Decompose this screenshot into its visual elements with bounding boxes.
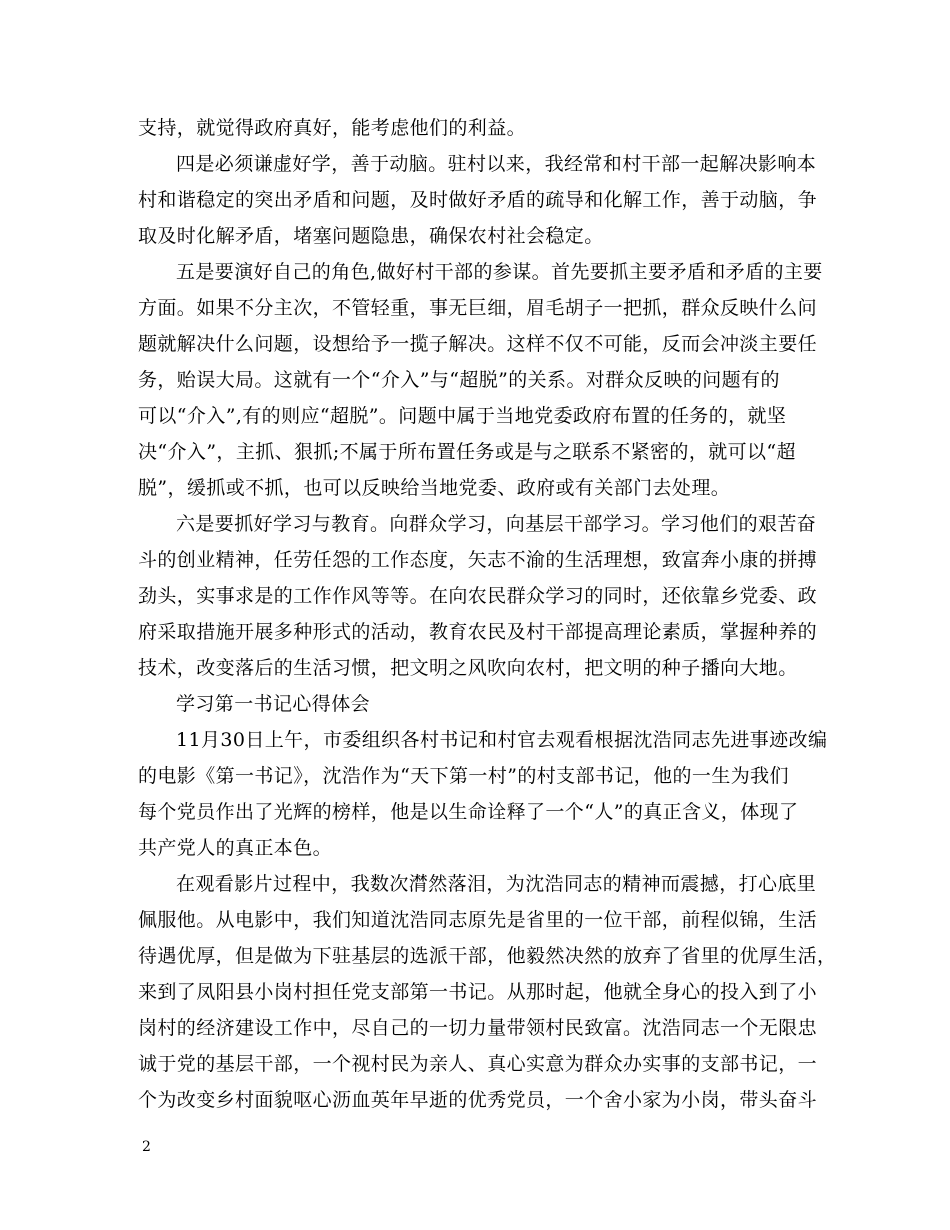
text-line-16: 技术，改变落后的生活习惯，把文明之风吹向农村，把文明的种子播向大地。 <box>138 657 798 679</box>
text-line-3: 村和谐稳定的突出矛盾和问题，及时做好矛盾的疏导和化解工作，善于动脑，争 <box>138 189 818 211</box>
text-line-23: 佩服他。从电影中，我们知道沈浩同志原先是省里的一位干部，前程似锦，生活 <box>138 909 818 931</box>
text-line-10: 决“介入”，主抓、狠抓;不属于所布置任务或是与之联系不紧密的，就可以“超 <box>138 441 796 463</box>
text-line-8: 务，贻误大局。这就有一个“介入”与“超脱”的关系。对群众反映的问题有的 <box>138 369 780 391</box>
text-line-2: 四是必须谦虚好学，善于动脑。驻村以来，我经常和村干部一起解决影响本 <box>176 153 817 175</box>
text-line-6: 方面。如果不分主次，不管轻重，事无巨细，眉毛胡子一把抓，群众反映什么问 <box>138 297 818 319</box>
page-number: 2 <box>142 1139 151 1155</box>
text-line-9: 可以“介入”,有的则应“超脱”。问题中属于当地党委政府布置的任务的，就坚 <box>138 405 787 427</box>
text-line-18: 11月30日上午，市委组织各村书记和村官去观看根据沈浩同志先进事迹改编 <box>176 729 828 751</box>
text-line-5: 五是要演好自己的角色,做好村干部的参谋。首先要抓主要矛盾和矛盾的主要 <box>176 261 823 283</box>
text-line-12: 六是要抓好学习与教育。向群众学习，向基层干部学习。学习他们的艰苦奋 <box>176 513 817 535</box>
text-line-20: 每个党员作出了光辉的榜样，他是以生命诠释了一个“人”的真正含义，体现了 <box>138 801 799 823</box>
text-line-11: 脱”，缓抓或不抓，也可以反映给当地党委、政府或有关部门去处理。 <box>138 477 731 499</box>
text-line-13: 斗的创业精神，任劳任怨的工作态度，矢志不渝的生活理想，致富奔小康的拼搏 <box>138 549 818 571</box>
text-line-4: 取及时化解矛盾，堵塞问题隐患，确保农村社会稳定。 <box>138 225 604 247</box>
text-line-26: 岗村的经济建设工作中，尽自己的一切力量带领村民致富。沈浩同志一个无限忠 <box>138 1017 818 1039</box>
section-heading: 学习第一书记心得体会 <box>176 693 371 715</box>
text-line-22: 在观看影片过程中，我数次潸然落泪，为沈浩同志的精神而震撼，打心底里 <box>176 873 817 895</box>
text-line-28: 个为改变乡村面貌呕心沥血英年早逝的优秀党员，一个舍小家为小岗，带头奋斗 <box>138 1089 818 1111</box>
text-line-7: 题就解决什么问题，设想给予一揽子解决。这样不仅不可能，反而会冲淡主要任 <box>138 333 818 355</box>
text-line-25: 来到了凤阳县小岗村担任党支部第一书记。从那时起，他就全身心的投入到了小 <box>138 981 818 1003</box>
text-line-15: 府采取措施开展多种形式的活动，教育农民及村干部提高理论素质，掌握种养的 <box>138 621 818 643</box>
text-line-27: 诚于党的基层干部，一个视村民为亲人、真心实意为群众办实事的支部书记，一 <box>138 1053 818 1075</box>
text-line-1: 支持，就觉得政府真好，能考虑他们的利益。 <box>138 117 527 139</box>
text-line-14: 劲头，实事求是的工作作风等等。在向农民群众学习的同时，还依靠乡党委、政 <box>138 585 818 607</box>
text-line-19: 的电影《第一书记》，沈浩作为“天下第一村”的村支部书记，他的一生为我们 <box>138 765 789 787</box>
text-line-24: 待遇优厚，但是做为下驻基层的选派干部，他毅然决然的放弃了省里的优厚生活， <box>138 945 837 967</box>
text-line-21: 共产党人的真正本色。 <box>138 837 333 859</box>
